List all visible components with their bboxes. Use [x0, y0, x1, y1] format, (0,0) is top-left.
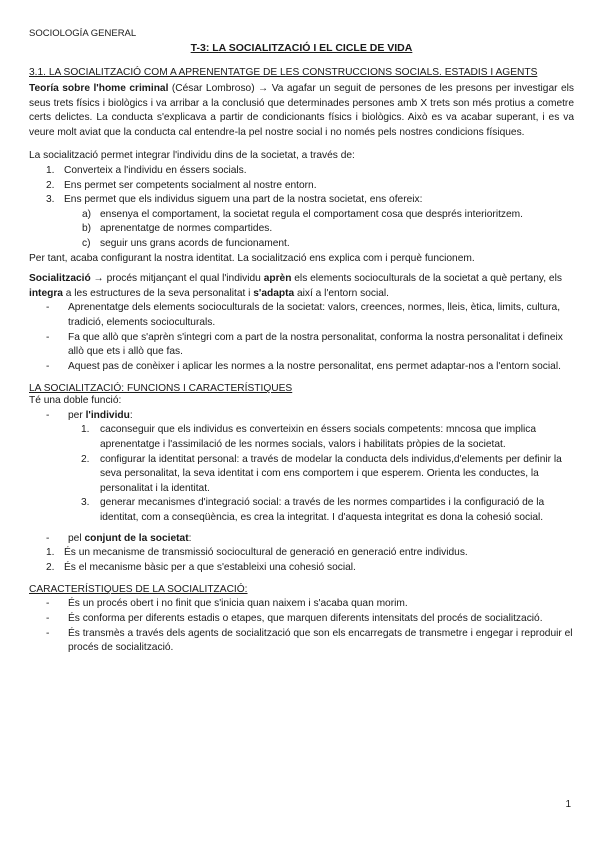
- list-item: 3. generar mecanismes d'integració social: a través de les normes compartides i la configuració de la identitat, com a conseqüència, es crea la integritat. I d'aquesta integritat es dona la cohesió social.: [81, 497, 545, 524]
- page-header: SOCIOLOGÍA GENERAL: [29, 28, 137, 39]
- list-item: - Aprenentatge dels elements socioculturals de la societat: valors, creences, normes, lleis, ètica, limits, cultura, tradició, elements socioculturals.: [46, 302, 561, 328]
- numbered-list-1: [29, 164, 574, 208]
- list-item: 2. És el mecanisme bàsic per a que s'estableixi una cohesió social.: [46, 561, 356, 573]
- list-item: a) ensenya el comportament, la societat regula el comportament cosa que després interioritzem.: [82, 208, 523, 220]
- conclusion-paragraph: Per tant, acaba configurant la nostra identitat. La socialització ens explica com i perquè funcionem.: [29, 252, 475, 264]
- socialization-intro: La socialització permet integrar l'individu dins de la societat, a través de:: [29, 150, 355, 162]
- list-item: 1. És un mecanisme de transmissió sociocultural de generació en generació entre individus.: [46, 547, 468, 559]
- document-page: [29, 28, 574, 656]
- section-heading-1: 3.1. LA SOCIALITZACIÓ COM A APRENENTATGE DE LES CONSTRUCCIONS SOCIALS. ESTADIS I AGENTS: [29, 67, 538, 78]
- list-item: - És transmès a través dels agents de socialització que son els encarregats de transmetre i engegar i reproduir el procés de socialització.: [46, 627, 573, 654]
- dash-list-3: [29, 597, 574, 655]
- definition-term: Socialització: [29, 273, 91, 285]
- list-item: 1. Converteix a l'individu en éssers socials.: [46, 164, 247, 176]
- list-item: 1. caconseguir que els individus es converteixin en éssers socials competents: mncosa que implica aprenentatge i l'assimilació de les normes socials, valors i habilitats pròpies de la societat.: [81, 424, 537, 451]
- list-item: - És conforma per diferents estadis o etapes, que marquen diferents intensitats del procés de socialització.: [46, 613, 543, 624]
- individual-label: - per l'individu:: [46, 409, 133, 421]
- list-item: c) seguir uns grans acords de funcionament.: [82, 237, 290, 249]
- section-heading-2: LA SOCIALITZACIÓ: FUNCIONS I CARACTERÍSTIQUES: [29, 383, 293, 395]
- function-intro: Té una doble funció:: [29, 395, 122, 407]
- definition-paragraph: Socialització → procés mitjançant el qual l'individu aprèn els elements socioculturals de la societat a què pertany, els integra a les estructures de la seva personalitat i s'adapta així a l'entorn social.: [29, 273, 562, 299]
- document-title: T-3: LA SOCIALITZACIÓ I EL CICLE DE VIDA: [190, 42, 413, 54]
- list-item: 2. Ens permet ser competents socialment al nostre entorn.: [46, 179, 317, 191]
- society-list: [29, 546, 574, 575]
- alpha-sublist: [29, 208, 574, 252]
- list-item: b) aprenentatge de normes compartides.: [82, 223, 273, 235]
- theory-text: (César Lombroso) → Va agafar un seguit de persones de les presons per investigar els seus trets físics i biològics i va arribar a la conclusió que determinades persones amb X trets son més protius a cometre certs delictes. La conducta s'explicava a partir de condicionants físics i biològics. Això es va acabar superant, i es va veure molt aviat que la conducta cal entendre-la pel nostre social i no només pels nostres condicions físiques.: [29, 83, 574, 138]
- list-item: - És un procés obert i no finit que s'inicia quan naixem i s'acaba quan morim.: [46, 598, 408, 610]
- list-item: - Aquest pas de conèixer i aplicar les normes a la nostre personalitat, ens permet adaptar-nos a l'entorn social.: [46, 360, 561, 372]
- society-label: - pel conjunt de la societat:: [46, 532, 192, 544]
- list-item: 2. configurar la identitat personal: a través de modelar la conducta dels individus,d'elements per definir la seva personalitat, la seva identitat i com ens comportem i que esperem. Orienta les conductes, la personalitat i la identitat.: [81, 453, 562, 494]
- theory-term: Teoría sobre l'home criminal: [29, 83, 169, 94]
- theory-paragraph: [29, 82, 574, 140]
- list-item: - Fa que allò que s'aprèn s'integri com a part de la nostra personalitat, conforma la nostra personalitat i defineix allò que ets i allò que fas.: [46, 331, 563, 358]
- section-heading-3: CARACTERÍSTIQUES DE LA SOCIALITZACIÓ:: [29, 584, 248, 596]
- dash-list-1: [29, 301, 574, 374]
- page-number: 1: [565, 799, 571, 810]
- list-item: 3. Ens permet que els individus siguem una part de la nostra societat, ens ofereix:: [46, 194, 423, 206]
- individual-list: [29, 423, 574, 525]
